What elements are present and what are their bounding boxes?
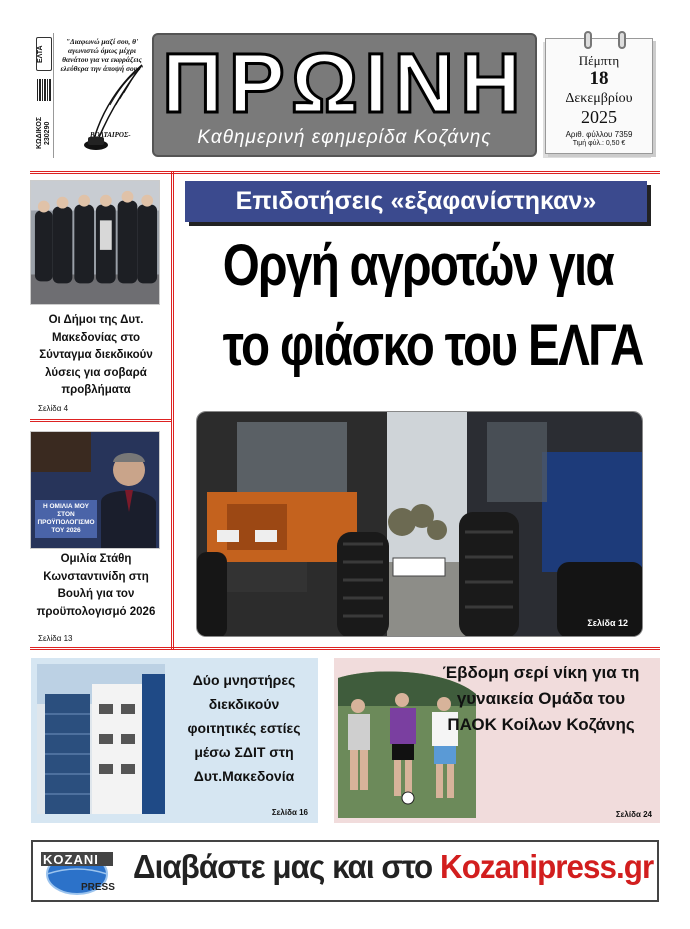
postal-code: ΚΩΔΙΚΟΣ 230290 bbox=[36, 116, 51, 150]
logo-top-text: KOZANI bbox=[43, 852, 99, 867]
sidebar-caption: Οι Δήμοι της Δυτ. Μακεδονίας στο Σύνταγμα διεκδικούν λύσεις για σοβαρά προβλήματα bbox=[39, 314, 153, 396]
page-reference: Σελίδα 16 bbox=[271, 808, 308, 817]
divider bbox=[30, 419, 171, 422]
date-calendar bbox=[545, 38, 653, 154]
speech-banner: Η ΟΜΙΛΙΑ ΜΟΥ ΣΤΟΝ ΠΡΟΫΠΟΛΟΓΙΣΜΟ ΤΟΥ 2026 bbox=[35, 500, 97, 538]
tractors-photo[interactable] bbox=[196, 411, 643, 637]
budget-speech-photo bbox=[30, 431, 160, 549]
divider bbox=[30, 171, 660, 174]
calendar-ring-icon bbox=[584, 31, 592, 49]
sidebar-story-municipalities[interactable] bbox=[30, 180, 162, 415]
divider bbox=[30, 647, 660, 650]
headline-kicker[interactable]: Επιδοτήσεις «εξαφανίστηκαν» bbox=[185, 181, 647, 222]
newspaper-title: ΠΡΩΙΝΗ bbox=[162, 36, 527, 130]
page-reference: Σελίδα 13 bbox=[38, 634, 73, 643]
barcode-icon bbox=[37, 79, 51, 101]
story-title: Έβδομη σερί νίκη για τη γυναικεία Ομάδα του ΠΑΟΚ Κοίλων Κοζάνης bbox=[442, 663, 640, 734]
calendar-day: 18 bbox=[589, 68, 609, 89]
quote-box bbox=[34, 33, 146, 158]
page-reference: Σελίδα 12 bbox=[587, 618, 628, 628]
banner-site-link[interactable]: Kozanipress.gr bbox=[440, 848, 654, 885]
newspaper-subtitle: Καθημερινή εφημερίδα Κοζάνης bbox=[197, 127, 492, 148]
banner-lead: Διαβάστε μας και στο bbox=[133, 848, 433, 885]
elta-logo: ΕΛΤΑ bbox=[36, 37, 52, 71]
story-student-housing[interactable] bbox=[31, 658, 318, 823]
quote-text: "Διαφωνώ μαζί σου, θ' αγωνιστώ όμως μέχρι θανάτου για να εκφράζεις ελεύθερα την άποψή σου." bbox=[60, 37, 144, 73]
quote-author: ΒΟΛΤΑΙΡΟΣ- bbox=[90, 131, 131, 139]
issue-price: Τιμή φύλ.: 0,50 € bbox=[572, 140, 626, 147]
page-reference: Σελίδα 24 bbox=[615, 810, 652, 819]
story-title: Δύο μνηστήρες διεκδικούν φοιτητικές εστίες μέσω ΣΔΙΤ στη Δυτ.Μακεδονία bbox=[187, 672, 301, 784]
calendar-ring-icon bbox=[618, 31, 626, 49]
banner-text bbox=[133, 848, 653, 886]
sidebar-caption: Ομιλία Στάθη Κωνσταντινίδη στη Βουλή για τον προϋπολογισμό 2026 bbox=[36, 553, 156, 618]
sidebar-story-budget[interactable] bbox=[30, 431, 162, 646]
postal-strip bbox=[34, 33, 54, 158]
calendar-weekday: Πέμπτη bbox=[578, 53, 620, 68]
page-reference: Σελίδα 4 bbox=[38, 404, 69, 413]
main-headline-line-2[interactable]: το φιάσκο του ΕΛΓΑ bbox=[222, 313, 643, 378]
issue-number: Αριθ. φύλλου 7359 bbox=[565, 130, 633, 139]
kozanipress-banner[interactable] bbox=[31, 840, 659, 902]
quill-icon bbox=[80, 63, 146, 153]
logo-bottom-text: PRESS bbox=[81, 882, 115, 893]
building-photo bbox=[37, 664, 165, 814]
masthead[interactable] bbox=[152, 33, 537, 157]
tractor-protest-illustration bbox=[197, 412, 643, 637]
divider bbox=[171, 171, 174, 649]
calendar-month: Δεκεμβρίου bbox=[565, 91, 633, 106]
calendar-year: 2025 bbox=[581, 107, 617, 127]
story-paok-women[interactable] bbox=[334, 658, 660, 823]
municipalities-photo bbox=[30, 180, 160, 305]
main-headline-line-1[interactable]: Οργή αγροτών για bbox=[222, 233, 614, 298]
